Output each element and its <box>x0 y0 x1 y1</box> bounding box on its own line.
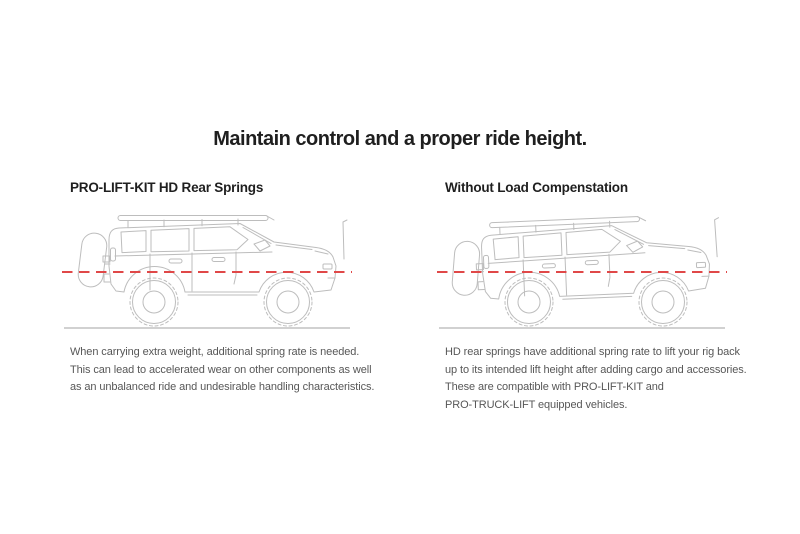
page-title: Maintain control and a proper ride height. <box>213 128 587 150</box>
text-line: PRO-TRUCK-LIFT equipped vehicles. <box>445 398 628 411</box>
vehicle-illustration-level <box>62 202 352 332</box>
text-line: When carrying extra weight, additional spring rate is needed. <box>70 346 360 358</box>
text-line: These are compatible with PRO-LIFT-KIT and <box>445 381 664 393</box>
panel-heading-left: PRO-LIFT-KIT HD Rear Springs <box>70 180 264 195</box>
panel-description-right <box>445 344 747 414</box>
text-line: This can lead to accelerated wear on other components as well <box>70 363 372 376</box>
panel-without-load-compensation <box>437 180 747 414</box>
vehicle-illustration-rear-sag <box>437 202 727 332</box>
panel-description-left <box>70 344 375 397</box>
text-line: up to its intended lift height after adding cargo and accessories. <box>445 363 747 376</box>
text-line: HD rear springs have additional spring rate to lift your rig back <box>445 346 740 358</box>
panel-heading-right: Without Load Compenstation <box>445 180 628 195</box>
text-line: as an unbalanced ride and undesirable handling characteristics. <box>70 381 375 393</box>
panel-pro-lift-kit <box>62 180 375 397</box>
